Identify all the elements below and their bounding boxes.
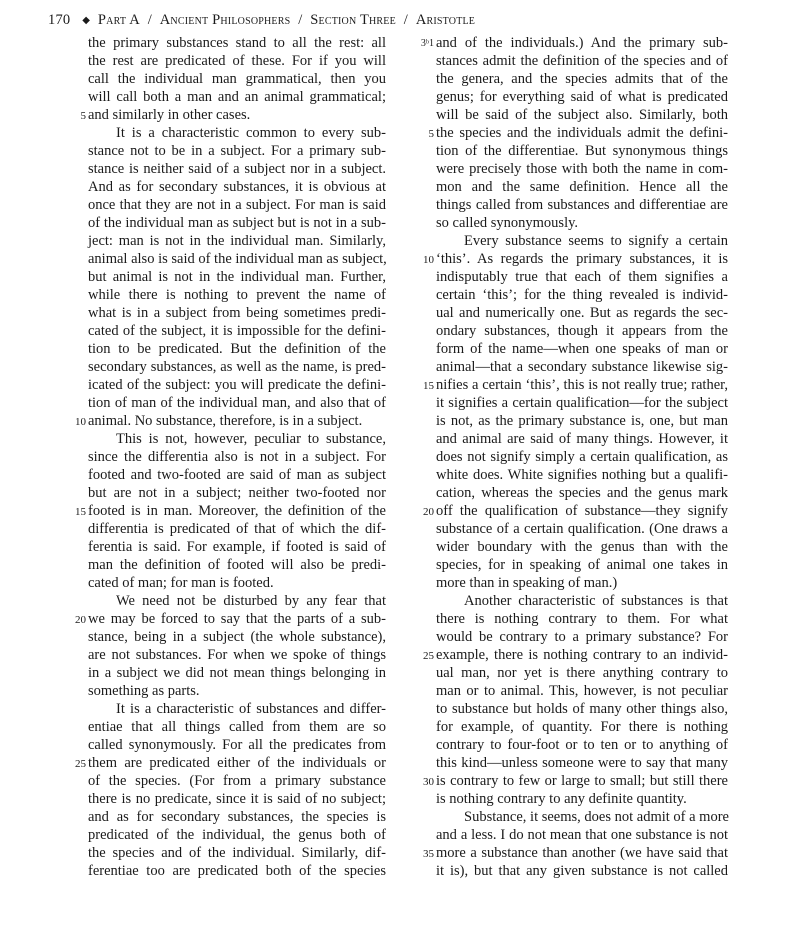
line-text: contrary to four-foot or to ten or to anything of: [436, 737, 728, 753]
text-line: [436, 862, 728, 880]
text-line: [75, 610, 386, 628]
text-line: [88, 556, 386, 574]
line-text: does not signify simply a certain qualification, as: [436, 449, 728, 465]
text-line: [436, 574, 728, 592]
line-text: wider boundary with the genus than with the: [436, 539, 728, 555]
text-line: [436, 394, 728, 412]
line-text: called synonymously. For all the predicates from: [88, 737, 386, 753]
line-text: of the species. (For from a primary substance: [88, 773, 386, 789]
text-line: [436, 736, 728, 754]
header-separator: /: [403, 12, 408, 28]
line-number: 15: [423, 380, 434, 392]
text-line: [88, 664, 386, 682]
line-text: the genera, and the species admits that of the: [436, 71, 728, 87]
text-line: [88, 52, 386, 70]
line-number: 15: [75, 506, 86, 518]
text-line: [436, 106, 728, 124]
text-line: [436, 556, 728, 574]
text-line: [88, 538, 386, 556]
line-text: we may be forced to say that the parts of a sub-: [88, 611, 386, 627]
text-line: [436, 682, 728, 700]
line-text: differentia is predicated of that of which the dif-: [88, 521, 386, 537]
line-text: entiae that all things called from them are so: [88, 719, 386, 735]
text-line: [88, 718, 386, 736]
line-text: what is in a subject from being sometimes predi-: [88, 305, 386, 321]
text-line: [88, 394, 386, 412]
line-text: off the qualification of substance—they signify: [436, 503, 728, 519]
line-text: tion to be predicated. But the definition of the: [88, 341, 386, 357]
line-text: substance of a certain qualification. (One draws a: [436, 521, 728, 537]
text-line: [423, 376, 728, 394]
text-line: [423, 646, 728, 664]
line-text: will be said of the subject also. Similarly, both: [436, 107, 728, 123]
text-line: [423, 844, 728, 862]
line-text: stance not to be in a subject. For a primary sub-: [88, 143, 386, 159]
text-line: [436, 664, 728, 682]
line-text: indisputably true that each of them signifies a: [436, 269, 728, 285]
text-line: [88, 520, 386, 538]
line-text: so called synonymously.: [436, 215, 579, 231]
text-line: [436, 322, 728, 340]
line-number: 25: [75, 758, 86, 770]
text-line: [436, 430, 728, 448]
left-text-column: [75, 34, 387, 880]
line-text: example, there is nothing contrary to an individ-: [436, 647, 728, 663]
text-line: [436, 88, 728, 106]
line-text: stances admit the definition of the species and of: [436, 53, 728, 69]
page-number: 170: [48, 12, 71, 28]
line-text: but animal is not in the individual man. Further,: [88, 269, 386, 285]
text-line: [88, 88, 386, 106]
line-text: cated of the subject, it is impossible for the defini-: [88, 323, 386, 339]
text-line: [88, 808, 386, 826]
text-line: [88, 124, 386, 142]
line-number: 5: [428, 128, 434, 140]
text-line: [88, 844, 386, 862]
line-text: are not substances. For when we spoke of things: [88, 647, 386, 663]
line-text: for example, of quantity. For there is nothing: [436, 719, 728, 735]
text-line: [75, 502, 386, 520]
line-text: ual man, nor yet is there anything contrary to: [436, 665, 728, 681]
text-line: [88, 700, 386, 718]
line-text: the rest are predicated of these. For if you will: [88, 53, 386, 69]
line-text: would be contrary to a primary substance? For: [436, 629, 728, 645]
text-line: [436, 52, 728, 70]
line-number: 35: [423, 848, 434, 860]
right-text-column: [420, 34, 729, 880]
text-line: [88, 232, 386, 250]
text-line: [88, 430, 386, 448]
line-text: We need not be disturbed by any fear that: [116, 593, 386, 609]
line-text: cated of man; for man is footed.: [88, 575, 274, 591]
text-line: [75, 754, 386, 772]
text-line: [88, 142, 386, 160]
text-line: [436, 754, 728, 772]
line-number: 20: [423, 506, 434, 518]
line-number: 3ᵇ1: [420, 38, 434, 49]
text-line: [436, 610, 728, 628]
line-number: 5: [80, 110, 86, 122]
line-text: animal. No substance, therefore, is in a subject.: [88, 413, 363, 429]
line-text: ject: man is not in the individual man. Similarly,: [88, 233, 386, 249]
line-text: and a less. I do not mean that one substance is not: [436, 827, 728, 843]
running-header: [48, 12, 748, 29]
line-text: and animal are said of many things. However, it: [436, 431, 728, 447]
line-text: it signifies a certain qualification—for the subject: [436, 395, 728, 411]
text-line: [436, 232, 728, 250]
line-text: species, for in speaking of animal one takes in: [436, 557, 728, 573]
text-line: [436, 142, 728, 160]
text-line: [88, 736, 386, 754]
text-line: [88, 268, 386, 286]
line-text: were precisely those with both the name in com-: [436, 161, 728, 177]
text-line: [88, 340, 386, 358]
text-line: [88, 196, 386, 214]
line-text: animal also is said of the individual man as subject,: [88, 251, 387, 267]
text-line: [436, 484, 728, 502]
text-line: [436, 790, 728, 808]
line-text: certain ‘this’; for the thing revealed is individ-: [436, 287, 728, 303]
line-text: in a subject we did not mean things belonging in: [88, 665, 386, 681]
text-line: [436, 448, 728, 466]
text-line: [88, 484, 386, 502]
text-line: [436, 286, 728, 304]
line-text: animal—that a secondary substance likewise sig-: [436, 359, 728, 375]
text-line: [436, 340, 728, 358]
line-text: stance is neither said of a subject nor in a subject.: [88, 161, 386, 177]
line-text: This is not, however, peculiar to substance,: [116, 431, 386, 447]
text-line: [436, 466, 728, 484]
text-line: [88, 682, 386, 700]
header-title: Ancient Philosophers: [159, 12, 291, 28]
text-line: [88, 160, 386, 178]
line-text: Another characteristic of substances is that: [464, 593, 728, 609]
text-line: [436, 718, 728, 736]
text-line: [436, 70, 728, 88]
text-line: [436, 178, 728, 196]
text-line: [88, 250, 386, 268]
text-line: [88, 790, 386, 808]
line-text: footed is in man. Moreover, the definition of the: [88, 503, 386, 519]
text-line: [88, 466, 386, 484]
line-text: this kind—unless someone were to say that many: [436, 755, 728, 771]
text-line: [436, 268, 728, 286]
line-text: is contrary to few or large to small; but still there: [436, 773, 728, 789]
text-line: [423, 250, 728, 268]
line-text: It is a characteristic of substances and differ-: [116, 701, 386, 717]
text-line: [423, 772, 728, 790]
line-text: since the differentia also is not in a subject. For: [88, 449, 386, 465]
line-text: once that they are not in a subject. For man is said: [88, 197, 386, 213]
line-text: And as for secondary substances, it is obvious at: [88, 179, 386, 195]
line-text: man or to animal. This, however, is not peculiar: [436, 683, 728, 699]
line-text: stance, being in a subject (the whole substance),: [88, 629, 386, 645]
text-line: [436, 592, 728, 610]
text-line: [88, 34, 386, 52]
line-text: to substance but holds of many other things also,: [436, 701, 728, 717]
header-separator: /: [147, 12, 152, 28]
line-number: 20: [75, 614, 86, 626]
line-text: cation, whereas the species and the genus mark: [436, 485, 728, 501]
line-text: secondary substances, as well as the name, is pred-: [88, 359, 386, 375]
line-text: the primary substances stand to all the rest: all: [88, 35, 386, 51]
line-text: ferentiae too are predicated both of the species: [88, 863, 386, 879]
line-text: mon and the same definition. Hence all the: [436, 179, 728, 195]
text-line: [436, 628, 728, 646]
header-part: Part A: [97, 12, 140, 28]
text-line: [88, 376, 386, 394]
line-text: of the individual man as subject but is not in a sub-: [88, 215, 386, 231]
text-line: [436, 808, 728, 826]
line-text: more a substance than another (we have said that: [436, 845, 728, 861]
line-text: Every substance seems to signify a certain: [464, 233, 728, 249]
text-line: [436, 196, 728, 214]
line-text: ferentia is said. For example, if footed is said of: [88, 539, 386, 555]
line-text: something as parts.: [88, 683, 200, 699]
text-line: [436, 826, 728, 844]
text-line: [75, 412, 386, 430]
line-text: white does. White signifies nothing but a qualifi-: [436, 467, 728, 483]
line-text: but are not in a subject; neither two-footed nor: [88, 485, 386, 501]
text-line: [423, 502, 728, 520]
header-separator: /: [298, 12, 303, 28]
line-text: things called from substances and differentiae are: [436, 197, 728, 213]
text-line: [436, 214, 728, 232]
text-line: [436, 358, 728, 376]
diamond-ornament-icon: ◆: [82, 15, 91, 26]
line-number: 25: [423, 650, 434, 662]
line-text: It is a characteristic common to every sub-: [116, 125, 386, 141]
line-number: 30: [423, 776, 434, 788]
line-text: more than in speaking of man.): [436, 575, 618, 591]
line-text: is not, as the primary substance is, one, but man: [436, 413, 728, 429]
line-text: form of the name—when one speaks of man or: [436, 341, 728, 357]
text-line: [88, 448, 386, 466]
line-text: ondary substances, though it appears from the: [436, 323, 728, 339]
text-line: [88, 214, 386, 232]
line-text: call the individual man grammatical, then you: [88, 71, 386, 87]
line-text: the species and the individuals admit the defini-: [436, 125, 728, 141]
text-line: [88, 772, 386, 790]
line-text: and as for secondary substances, the species is: [88, 809, 386, 825]
header-author: Aristotle: [415, 12, 476, 28]
line-text: tion of man of the individual man, and also that of: [88, 395, 386, 411]
text-line: [436, 160, 728, 178]
line-text: nifies a certain ‘this’, this is not really true; rather,: [436, 377, 728, 393]
line-text: tion of the differentiae. But synonymous things: [436, 143, 728, 159]
line-text: them are predicated either of the individuals or: [88, 755, 386, 771]
line-text: ‘this’. As regards the primary substances, it is: [436, 251, 728, 267]
text-line: [428, 124, 728, 142]
line-text: there is no predicate, since it is said of no subject;: [88, 791, 386, 807]
line-text: the species and of the individual. Similarly, dif-: [88, 845, 386, 861]
line-text: genus; for everything said of what is predicated: [436, 89, 728, 105]
text-line: [88, 826, 386, 844]
line-number: 10: [423, 254, 434, 266]
text-line: [88, 574, 386, 592]
text-line: [420, 34, 728, 52]
text-line: [436, 538, 728, 556]
text-line: [436, 412, 728, 430]
line-text: while there is nothing to prevent the name of: [88, 287, 386, 303]
text-line: [88, 628, 386, 646]
text-line: [436, 520, 728, 538]
line-text: will call both a man and an animal grammatical;: [88, 89, 386, 105]
text-line: [88, 178, 386, 196]
line-text: is nothing contrary to any definite quantity.: [436, 791, 687, 807]
line-text: Substance, it seems, does not admit of a more: [464, 809, 729, 825]
line-text: man the definition of footed will also be predi-: [88, 557, 386, 573]
text-line: [436, 700, 728, 718]
text-line: [88, 862, 386, 880]
text-line: [88, 304, 386, 322]
line-text: it is), but that any given substance is not called: [436, 863, 728, 879]
text-line: [88, 70, 386, 88]
line-text: footed and two-footed are said of man as subject: [88, 467, 386, 483]
text-line: [88, 592, 386, 610]
text-line: [88, 286, 386, 304]
line-text: predicated of the individual, the genus both of: [88, 827, 386, 843]
text-line: [88, 322, 386, 340]
line-text: ual and numerically one. But as regards the sec-: [436, 305, 728, 321]
text-line: [88, 646, 386, 664]
header-section: Section Three: [310, 12, 396, 28]
line-text: and similarly in other cases.: [88, 107, 251, 123]
text-line: [80, 106, 386, 124]
line-number: 10: [75, 416, 86, 428]
line-text: there is nothing contrary to them. For what: [436, 611, 728, 627]
text-line: [436, 304, 728, 322]
line-text: and of the individuals.) And the primary sub-: [436, 35, 728, 51]
text-line: [88, 358, 386, 376]
line-text: icated of the subject: you will predicate the defini-: [88, 377, 386, 393]
